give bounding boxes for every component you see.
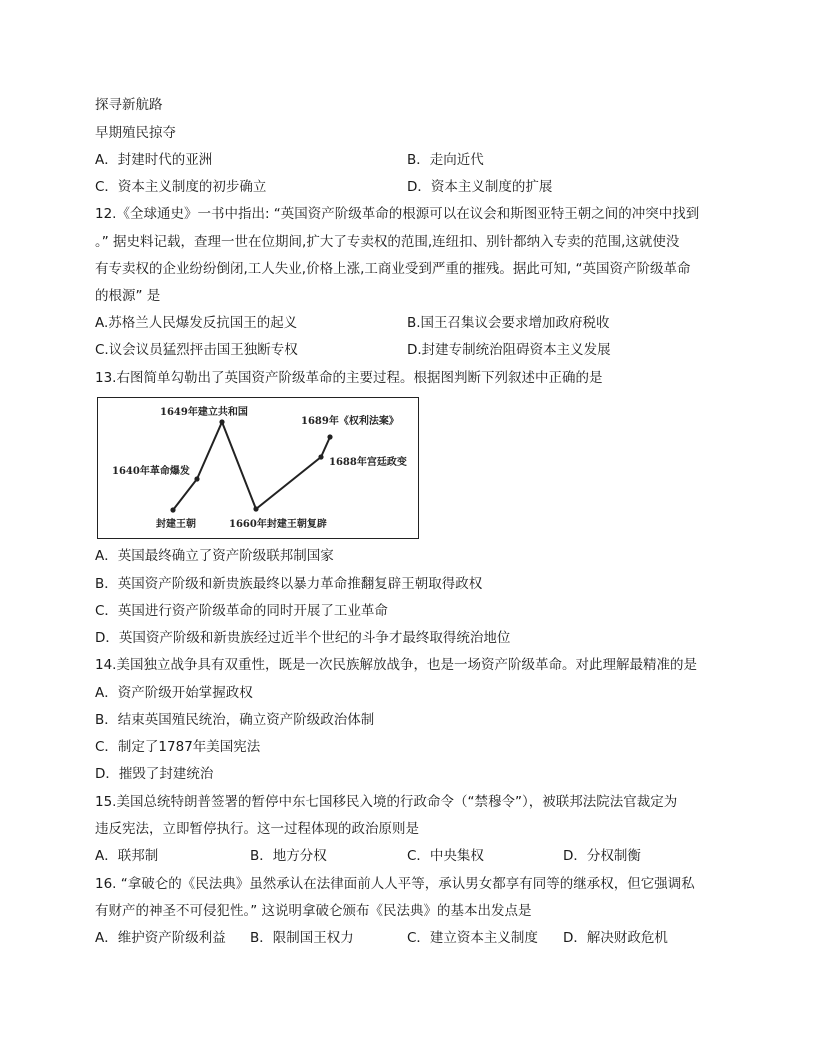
timeline-label-1688: 1688年宫廷政变 [329, 457, 407, 468]
timeline-label-feudal: 封建王朝 [156, 519, 196, 530]
timeline-point [318, 454, 323, 459]
timeline-point [170, 507, 175, 512]
q13-option-a: A．英国最终确立了资产阶级联邦制国家 [95, 548, 334, 564]
timeline-path [173, 422, 330, 510]
q13-option-c: C．英国进行资产阶级革命的同时开展了工业革命 [95, 603, 388, 619]
timeline-label-1689: 1689年《权利法案》 [301, 416, 399, 427]
q14-option-c: C．制定了1787年美国宪法 [95, 739, 261, 755]
q11-option-d: D．资本主义制度的扩展 [407, 179, 553, 195]
timeline-point [219, 419, 224, 424]
timeline-label-1640: 1640年革命爆发 [112, 466, 190, 477]
text-line: 探寻新航路 [95, 97, 163, 113]
q16-option-c: C．建立资本主义制度 [407, 930, 538, 946]
q13-option-d: D．英国资产阶级和新贵族经过近半个世纪的斗争才最终取得统治地位 [95, 630, 511, 646]
q14-stem: 14.美国独立战争具有双重性，既是一次民族解放战争，也是一场资产阶级革命。对此理解最精准的是 [95, 657, 697, 673]
q12-stem: 。” 据史料记载，查理一世在位期间,扩大了专卖权的范围,连纽扣、别针都纳入专卖的范围,这就使没 [95, 234, 680, 250]
q14-option-a: A．资产阶级开始掌握政权 [95, 685, 253, 701]
text-line: 早期殖民掠夺 [95, 125, 176, 141]
q16-stem: 有财产的神圣不可侵犯性。” 这说明拿破仑颁布《民法典》的基本出发点是 [95, 903, 532, 919]
q11-option-b: B．走向近代 [407, 152, 484, 168]
q15-option-a: A．联邦制 [95, 848, 159, 864]
q12-option-c: C.议会议员猛烈抨击国王独断专权 [95, 342, 298, 358]
q15-option-b: B．地方分权 [250, 848, 327, 864]
q16-option-d: D．解决财政危机 [563, 930, 668, 946]
q12-option-b: B.国王召集议会要求增加政府税收 [407, 315, 610, 331]
timeline-label-1660: 1660年封建王朝复辟 [229, 519, 327, 530]
timeline-point [253, 506, 258, 511]
q12-option-a: A.苏格兰人民爆发反抗国王的起义 [95, 315, 298, 331]
q12-option-d: D.封建专制统治阻碍资本主义发展 [407, 342, 611, 358]
q16-option-b: B．限制国王权力 [250, 930, 354, 946]
q16-stem: 16. “拿破仑的《民法典》虽然承认在法律面前人人平等，承认男女都享有同等的继承权，但它强调私 [95, 876, 695, 892]
q16-option-a: A．维护资产阶级利益 [95, 930, 226, 946]
q15-option-d: D．分权制衡 [563, 848, 641, 864]
timeline-svg [98, 398, 420, 540]
q12-stem: 的根源” 是 [95, 288, 161, 304]
q15-option-c: C．中央集权 [407, 848, 484, 864]
q15-stem: 违反宪法，立即暂停执行。这一过程体现的政治原则是 [95, 821, 419, 837]
q13-option-b: B．英国资产阶级和新贵族最终以暴力革命推翻复辟王朝取得政权 [95, 576, 483, 592]
timeline-point [327, 434, 332, 439]
revolution-timeline-figure [97, 397, 419, 539]
timeline-label-1649: 1649年建立共和国 [160, 407, 248, 418]
q12-stem: 12.《全球通史》一书中指出: “英国资产阶级革命的根源可以在议会和斯图亚特王朝之间的冲突中找到 [95, 206, 700, 222]
q14-option-d: D．摧毁了封建统治 [95, 766, 214, 782]
q11-option-c: C．资本主义制度的初步确立 [95, 179, 267, 195]
q15-stem: 15.美国总统特朗普签署的暂停中东七国移民入境的行政命令（“禁穆令”），被联邦法院法官裁定为 [95, 794, 678, 810]
q11-option-a: A．封建时代的亚洲 [95, 152, 213, 168]
timeline-point [194, 476, 199, 481]
q14-option-b: B．结束英国殖民统治，确立资产阶级政治体制 [95, 712, 375, 728]
q12-stem: 有专卖权的企业纷纷倒闭,工人失业,价格上涨,工商业受到严重的摧残。据此可知, “英国资产阶级革命 [95, 261, 691, 277]
q13-stem: 13.右图简单勾勒出了英国资产阶级革命的主要过程。根据图判断下列叙述中正确的是 [95, 370, 603, 386]
